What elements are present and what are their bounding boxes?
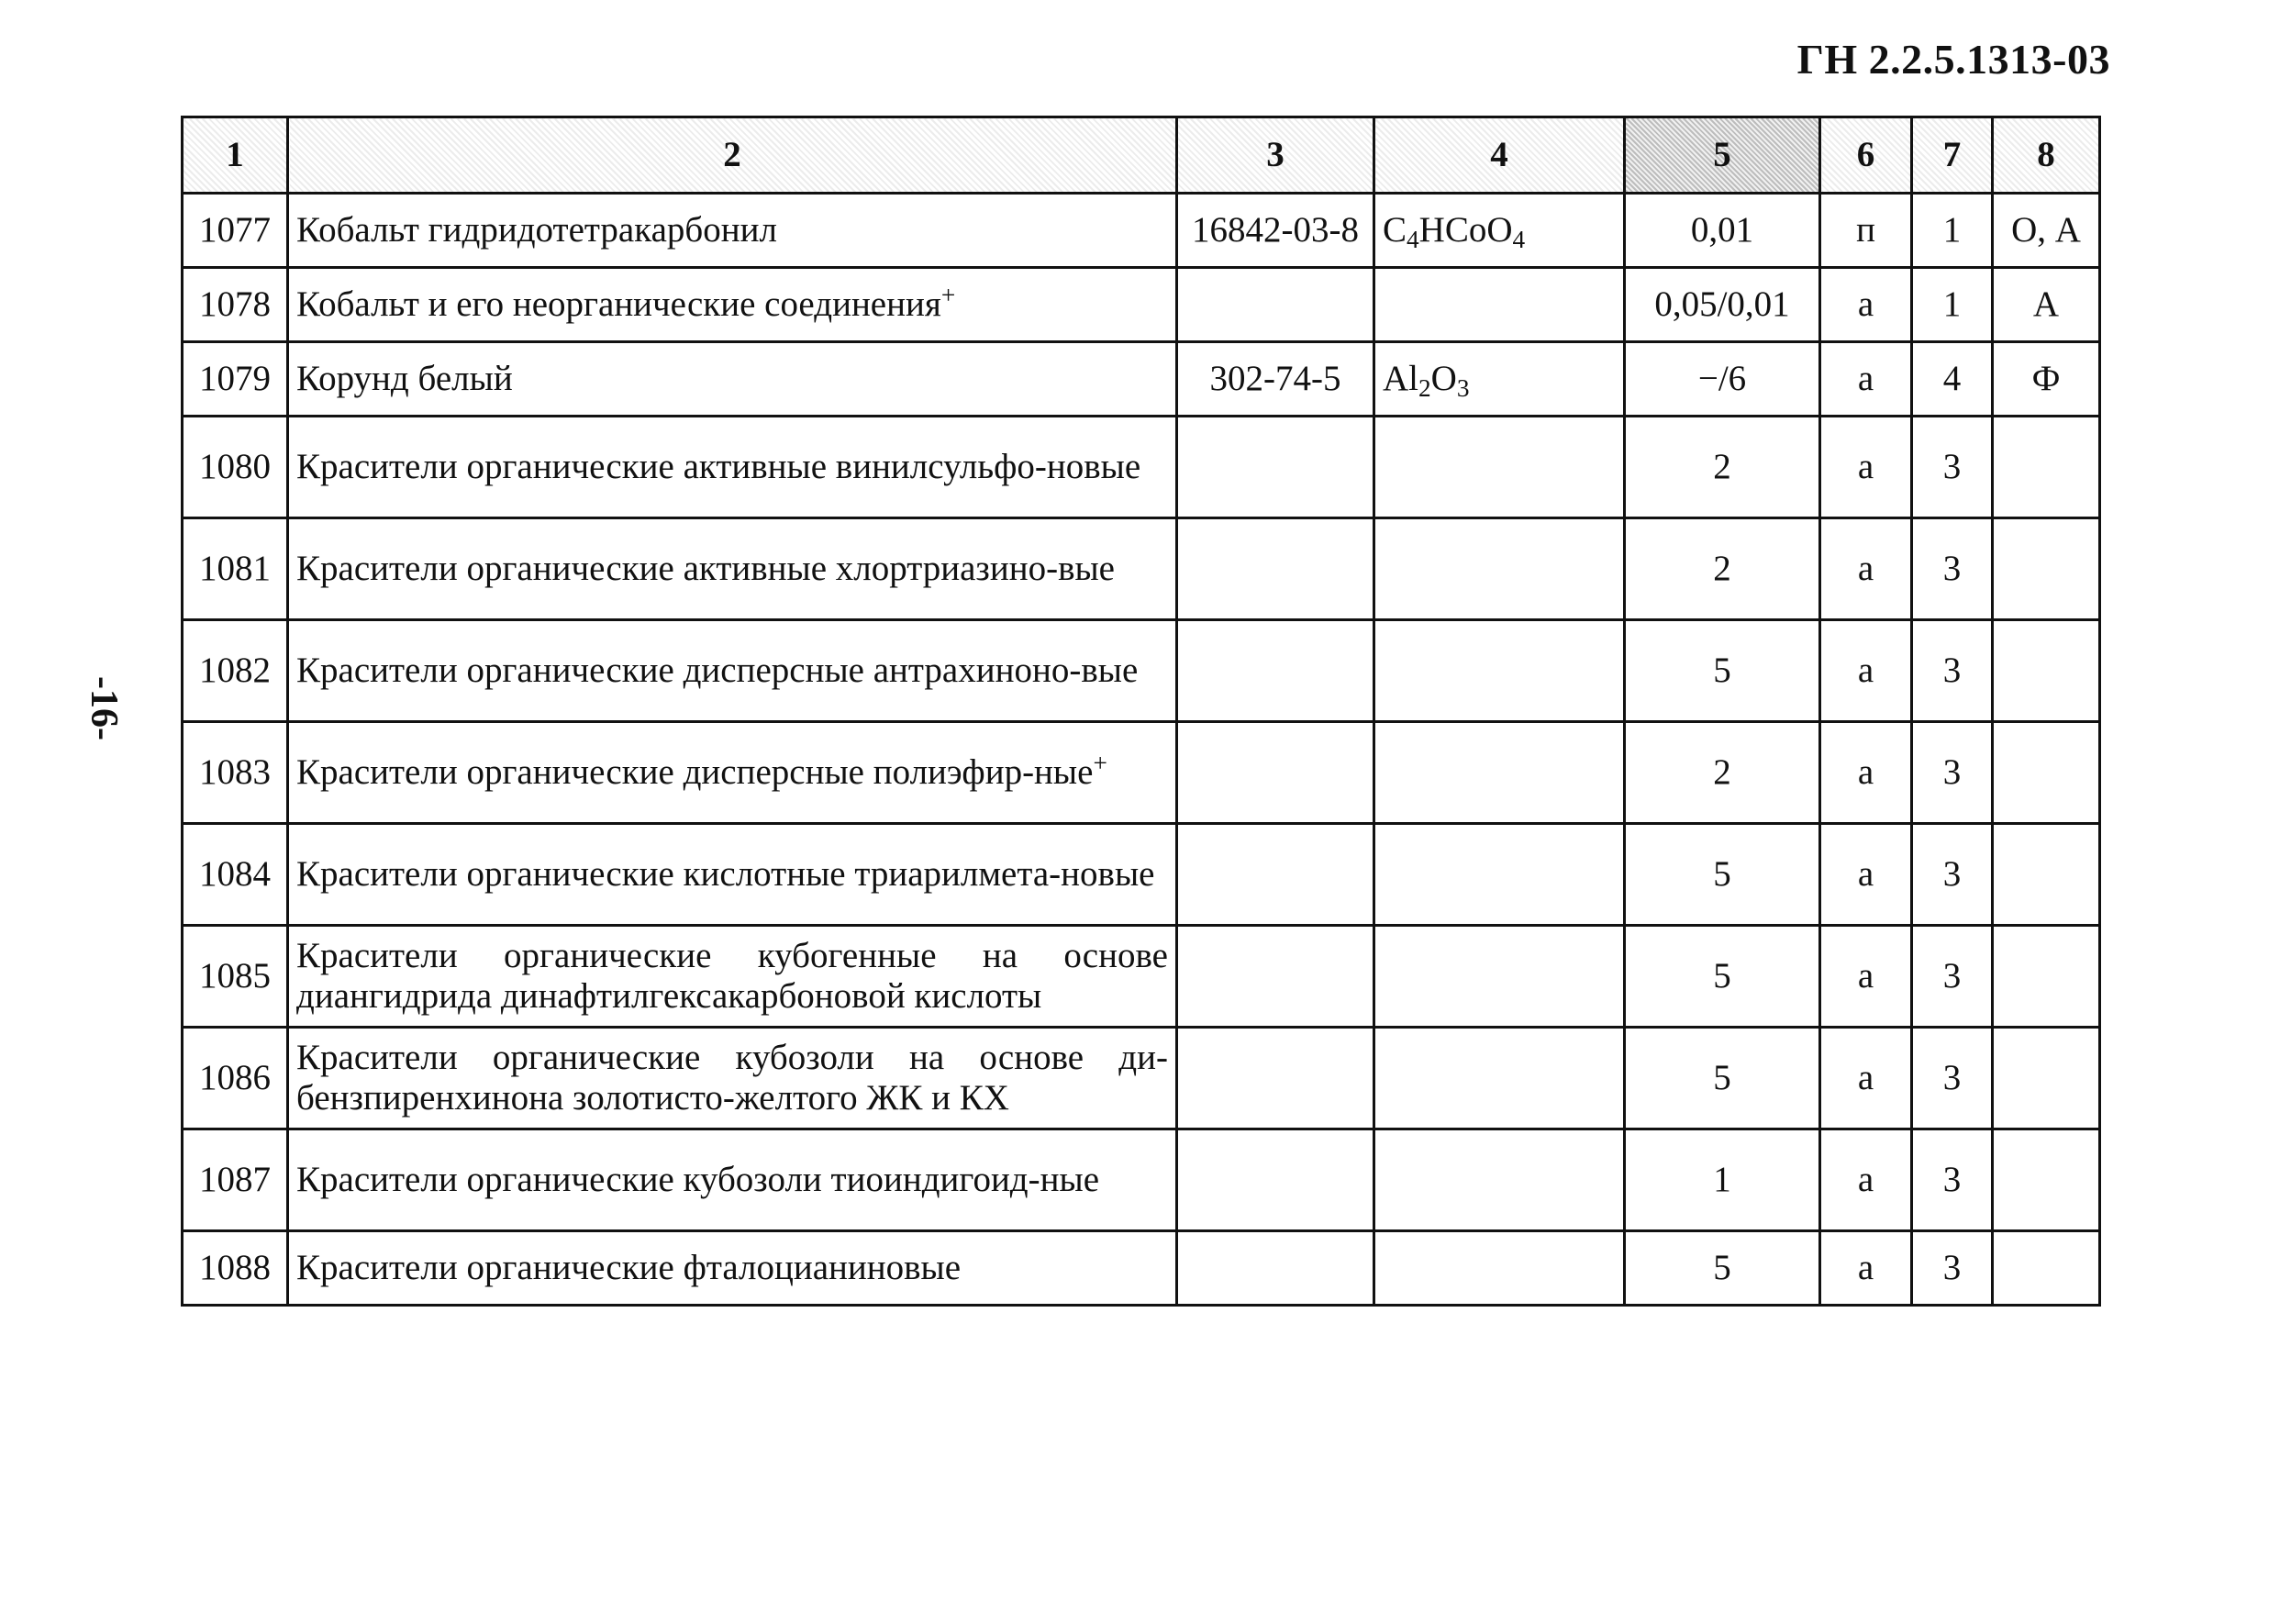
aggregate-state: а [1820,926,1912,1028]
limit-value: 5 [1625,926,1820,1028]
hazard-class: 3 [1912,824,1993,926]
aggregate-state: а [1820,1028,1912,1129]
note-cell [1993,1028,2100,1129]
cas-number [1177,620,1374,722]
row-number: 1080 [183,417,288,518]
header-cell: 4 [1374,117,1625,194]
hazard-class: 3 [1912,1028,1993,1129]
table-row [183,518,2100,620]
cas-number [1177,1028,1374,1129]
substance-name-text: Красители органические дисперсные полиэфир-ные [296,752,1094,792]
aggregate-state: а [1820,824,1912,926]
table-row [183,417,2100,518]
hazard-class: 3 [1912,722,1993,824]
cas-number [1177,722,1374,824]
substance-name-text: Красители органические дисперсные антрахиноно-вые [296,651,1139,690]
hazard-class: 3 [1912,1129,1993,1231]
limit-value: 2 [1625,518,1820,620]
substance-name [288,1028,1177,1129]
note-cell [1993,1129,2100,1231]
hazard-class: 3 [1912,518,1993,620]
substance-name [288,417,1177,518]
chemical-formula [1374,1028,1625,1129]
footnote-mark: + [940,281,956,309]
table-body [183,194,2100,1306]
table-row [183,1231,2100,1306]
substance-name-text: Красители органические кубозоли тиоиндигоид-ные [296,1160,1100,1199]
cas-number [1177,518,1374,620]
note-cell [1993,926,2100,1028]
note-cell [1993,1231,2100,1306]
table-row [183,926,2100,1028]
limit-value: 0,05/0,01 [1625,268,1820,342]
substance-name [288,1129,1177,1231]
substance-name [288,620,1177,722]
row-number: 1084 [183,824,288,926]
header-cell: 7 [1912,117,1993,194]
hazard-class: 1 [1912,268,1993,342]
chemical-formula [1374,268,1625,342]
substance-name-text: Корунд белый [296,359,513,398]
limit-value: −/6 [1625,342,1820,417]
note-cell: О, А [1993,194,2100,268]
chemical-formula [1374,824,1625,926]
hazard-class: 3 [1912,417,1993,518]
substance-name [288,268,1177,342]
header-cell: 3 [1177,117,1374,194]
substance-name [288,194,1177,268]
limit-value: 1 [1625,1129,1820,1231]
document-code: ГН 2.2.5.1313-03 [1796,36,2110,83]
chemical-formula [1374,1231,1625,1306]
formula-part: O [1430,359,1457,398]
hazard-class: 3 [1912,620,1993,722]
substance-name [288,722,1177,824]
cas-number [1177,824,1374,926]
formula-subscript: 2 [1418,373,1431,402]
cas-number: 16842-03-8 [1177,194,1374,268]
limit-value: 5 [1625,1028,1820,1129]
chemical-formula [1374,342,1625,417]
hazard-class: 3 [1912,1231,1993,1306]
hazard-class: 4 [1912,342,1993,417]
row-number: 1077 [183,194,288,268]
table-row [183,824,2100,926]
chemical-formula [1374,194,1625,268]
formula-subscript: 4 [1512,225,1526,253]
aggregate-state: а [1820,518,1912,620]
table-row [183,268,2100,342]
row-number: 1078 [183,268,288,342]
cas-number [1177,417,1374,518]
substance-name [288,342,1177,417]
table-row [183,1129,2100,1231]
limit-value: 5 [1625,1231,1820,1306]
substance-name-text: Красители органические активные винилсульфо-новые [296,447,1141,486]
chemical-formula [1374,722,1625,824]
chemical-formula [1374,518,1625,620]
aggregate-state: а [1820,342,1912,417]
substance-name-text: Красители органические фталоцианиновые [296,1248,962,1287]
note-cell [1993,620,2100,722]
substances-table [181,116,2101,1307]
header-row [183,117,2100,194]
substance-name-text: Красители органические кислотные триарилмета-новые [296,854,1155,894]
formula-subscript: 3 [1456,373,1470,402]
table-row [183,1028,2100,1129]
cas-number [1177,268,1374,342]
note-cell [1993,417,2100,518]
formula-part: Al [1383,359,1418,398]
header-cell: 1 [183,117,288,194]
aggregate-state: а [1820,417,1912,518]
note-cell [1993,824,2100,926]
row-number: 1088 [183,1231,288,1306]
limit-value: 5 [1625,824,1820,926]
header-cell: 6 [1820,117,1912,194]
note-cell: А [1993,268,2100,342]
header-cell: 8 [1993,117,2100,194]
row-number: 1083 [183,722,288,824]
table-row [183,722,2100,824]
formula-subscript: 4 [1407,225,1419,253]
limit-value: 2 [1625,417,1820,518]
limit-value: 0,01 [1625,194,1820,268]
aggregate-state: а [1820,722,1912,824]
chemical-formula [1374,620,1625,722]
note-cell [1993,518,2100,620]
cas-number [1177,926,1374,1028]
substance-name-text: Красители органические кубозоли на основе ди-бензпиренхинона золотисто-желтого ЖК и КХ [296,1038,1168,1118]
row-number: 1085 [183,926,288,1028]
cas-number: 302-74-5 [1177,342,1374,417]
note-cell [1993,722,2100,824]
substance-name-text: Красители органические активные хлортриазино-вые [296,549,1115,588]
substance-name-text: Кобальт и его неорганические соединения [296,284,941,324]
aggregate-state: а [1820,1231,1912,1306]
row-number: 1086 [183,1028,288,1129]
row-number: 1081 [183,518,288,620]
substance-name [288,926,1177,1028]
row-number: 1087 [183,1129,288,1231]
header-cell: 5 [1625,117,1820,194]
aggregate-state: а [1820,268,1912,342]
substance-name [288,1231,1177,1306]
chemical-formula [1374,926,1625,1028]
header-cell: 2 [288,117,1177,194]
cas-number [1177,1231,1374,1306]
hazard-class: 1 [1912,194,1993,268]
substance-name [288,518,1177,620]
substance-name [288,824,1177,926]
aggregate-state: а [1820,620,1912,722]
aggregate-state: п [1820,194,1912,268]
table-row [183,620,2100,722]
substance-name-text: Кобальт гидридотетракарбонил [296,210,777,250]
chemical-formula [1374,1129,1625,1231]
page-number: -16- [82,676,125,740]
aggregate-state: а [1820,1129,1912,1231]
footnote-mark: + [1093,749,1107,777]
cas-number [1177,1129,1374,1231]
row-number: 1082 [183,620,288,722]
formula-part: HCoO [1418,210,1513,250]
limit-value: 2 [1625,722,1820,824]
substance-name-text: Красители органические кубогенные на основе диангидрида динафтилгексакарбоновой кислоты [296,936,1168,1016]
limit-value: 5 [1625,620,1820,722]
formula-part: C [1383,210,1407,250]
row-number: 1079 [183,342,288,417]
table-row [183,342,2100,417]
note-cell: Ф [1993,342,2100,417]
chemical-formula [1374,417,1625,518]
hazard-class: 3 [1912,926,1993,1028]
table-row [183,194,2100,268]
